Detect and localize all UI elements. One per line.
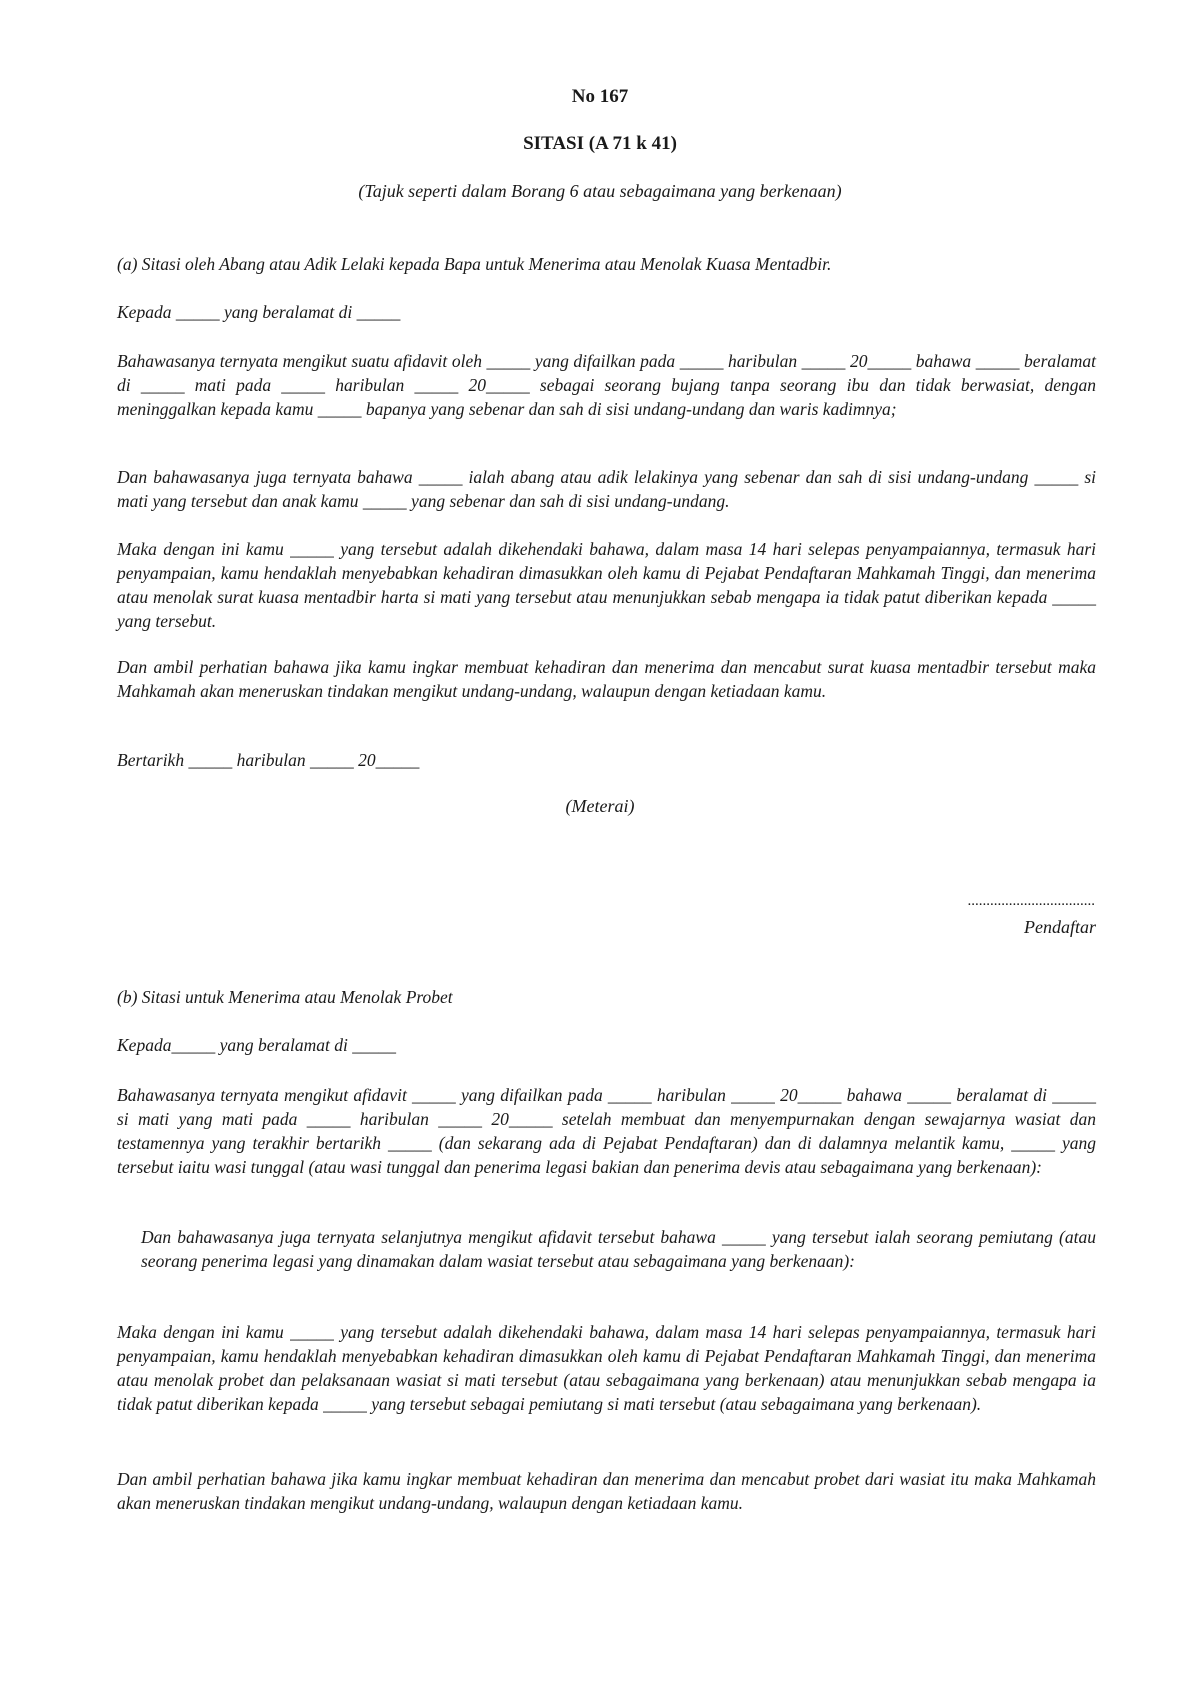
section-b-paragraph-1: Bahawasanya ternyata mengikut afidavit _____ yang difailkan pada _____ haribulan _____ 20_____ bahawa _____ beralamat di _____ si mati yang mati pada _____ haribulan _____ 20_____ setelah membuat dan menyempurnakan dengan sewajarnya wasiat dan testamennya yang terakhir bertarikh _____ (dan sekarang ada di Pejabat Pendaftaran) dan di dalamnya melantik kamu, _____ yang tersebut iaitu wasi tunggal (atau wasi tunggal dan penerima legasi bakian dan penerima devis atau sebagaimana yang berkenaan):: [117, 1085, 1096, 1177]
section-b-paragraph-2: Dan bahawasanya juga ternyata selanjutnya mengikut afidavit tersebut bahawa _____ yang tersebut ialah seorang pemiutang (atau seorang penerima legasi yang dinamakan dalam wasiat tersebut atau sebagaimana yang berkenaan):: [141, 1227, 1096, 1271]
signature-title: Pendaftar: [1024, 917, 1096, 937]
section-a-paragraph-4: Dan ambil perhatian bahawa jika kamu ingkar membuat kehadiran dan menerima dan mencabut surat kuasa mentadbir tersebut maka Mahkamah akan meneruskan tindakan mengikut undang-undang, walaupun dengan ketiadaan kamu.: [117, 657, 1096, 701]
form-number: No 167: [571, 86, 629, 107]
section-b-addressee: Kepada_____ yang beralamat di _____: [117, 1035, 397, 1055]
page-title: SITASI (A 71 k 41): [523, 133, 677, 154]
section-a-dated: Bertarikh _____ haribulan _____ 20_____: [117, 750, 420, 770]
section-a-paragraph-2: Dan bahawasanya juga ternyata bahawa _____ ialah abang atau adik lelakinya yang sebenar dan sah di sisi undang-undang _____ si mati yang tersebut dan anak kamu _____ yang sebenar dan sah di sisi undang-undang.: [117, 467, 1096, 511]
section-b-paragraph-4: Dan ambil perhatian bahawa jika kamu ingkar membuat kehadiran dan menerima dan mencabut probet dari wasiat itu maka Mahkamah akan meneruskan tindakan mengikut undang-undang, walaupun dengan ketiadaan kamu.: [117, 1469, 1096, 1513]
seal-label: (Meterai): [565, 796, 635, 816]
section-b-heading: (b) Sitasi untuk Menerima atau Menolak Probet: [117, 987, 453, 1007]
section-a-addressee: Kepada _____ yang beralamat di _____: [117, 302, 401, 322]
signature-line: ..................................: [967, 893, 1095, 909]
page-subtitle: (Tajuk seperti dalam Borang 6 atau sebagaimana yang berkenaan): [358, 181, 842, 201]
section-a-paragraph-3: Maka dengan ini kamu _____ yang tersebut adalah dikehendaki bahawa, dalam masa 14 hari selepas penyampaiannya, termasuk hari penyampaian, kamu hendaklah menyebabkan kehadiran dimasukkan oleh kamu di Pejabat Pendaftaran Mahkamah Tinggi, dan menerima atau menolak surat kuasa mentadbir harta si mati yang tersebut atau menunjukkan sebab mengapa ia tidak patut diberikan kepada _____ yang tersebut.: [117, 539, 1096, 631]
section-a-heading: (a) Sitasi oleh Abang atau Adik Lelaki kepada Bapa untuk Menerima atau Menolak Kuasa Mentadbir.: [117, 254, 832, 274]
section-a-paragraph-1: Bahawasanya ternyata mengikut suatu afidavit oleh _____ yang difailkan pada _____ haribulan _____ 20_____ bahawa _____ beralamat di _____ mati pada _____ haribulan _____ 20_____ sebagai seorang bujang tanpa seorang ibu dan tidak berwasiat, dengan meninggalkan kepada kamu _____ bapanya yang sebenar dan sah di sisi undang-undang dan waris kadimnya;: [117, 351, 1096, 419]
section-b-paragraph-3: Maka dengan ini kamu _____ yang tersebut adalah dikehendaki bahawa, dalam masa 14 hari selepas penyampaiannya, termasuk hari penyampaian, kamu hendaklah menyebabkan kehadiran dimasukkan oleh kamu di Pejabat Pendaftaran Mahkamah Tinggi, dan menerima atau menolak probet dan pelaksanaan wasiat si mati tersebut (atau sebagaimana yang berkenaan) atau menunjukkan sebab mengapa ia tidak patut diberikan kepada _____ yang tersebut sebagai pemiutang si mati tersebut (atau sebagaimana yang berkenaan).: [117, 1322, 1096, 1414]
